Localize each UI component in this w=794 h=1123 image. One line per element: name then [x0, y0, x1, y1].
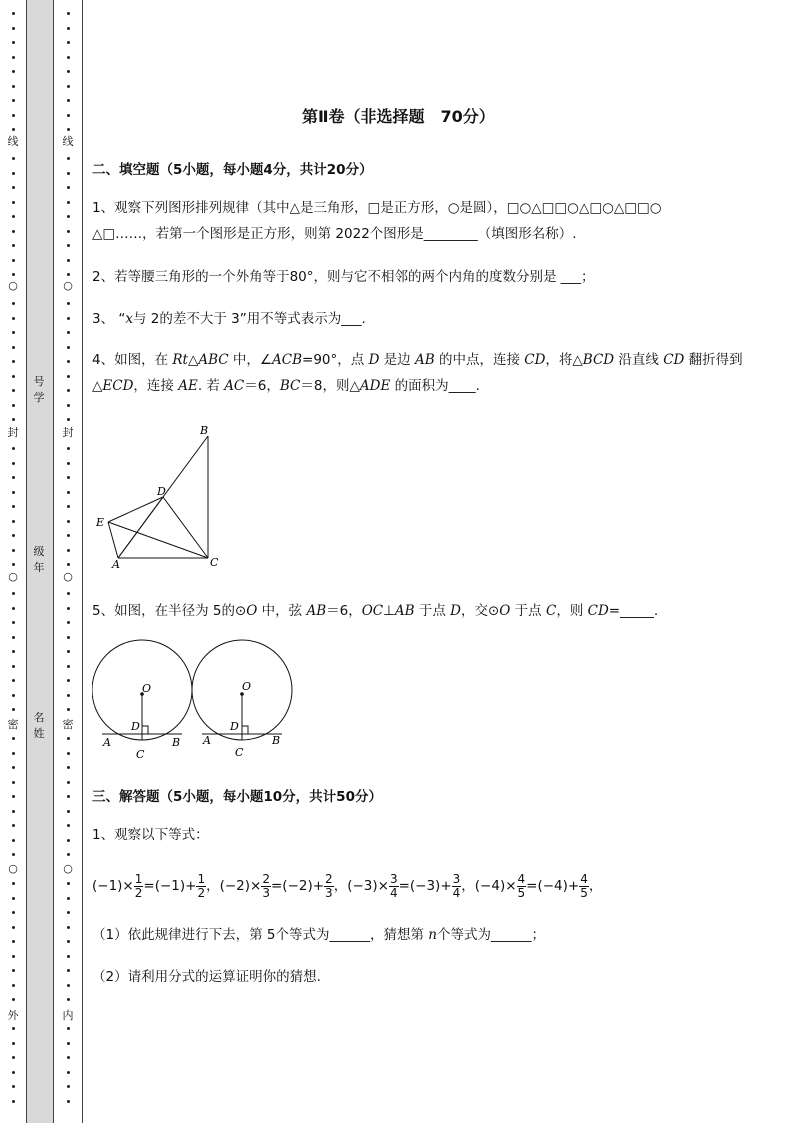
binding-dot [12, 128, 15, 131]
point-a-label: A [103, 736, 111, 749]
binding-dot [12, 56, 15, 59]
label-char: 号 [33, 375, 45, 388]
binding-dot [67, 85, 70, 88]
v: AE [178, 378, 198, 394]
t: △ [92, 378, 103, 394]
v: D [368, 352, 380, 368]
binding-char: 线 [62, 135, 74, 148]
numerator: 4 [580, 871, 588, 886]
binding-char: ○ [8, 279, 18, 292]
binding-dot [67, 636, 70, 639]
outer-binding-line [0, 0, 26, 1123]
equation [474, 871, 603, 900]
binding-dot [67, 70, 70, 73]
numerator: 2 [262, 871, 270, 886]
t: =90°，点 [302, 352, 369, 368]
binding-dot [67, 99, 70, 102]
binding-dot [12, 41, 15, 44]
binding-dot [67, 360, 70, 363]
binding-dot [12, 911, 15, 914]
point-c-label: C [235, 746, 244, 759]
binding-dot [12, 897, 15, 900]
binding-dot [12, 317, 15, 320]
binding-dot [12, 592, 15, 595]
binding-dot [67, 1085, 70, 1088]
fraction [261, 873, 271, 900]
t: 4、如图，在 [92, 352, 173, 368]
question-line [92, 347, 752, 373]
v: OC [361, 603, 384, 619]
eq-lhs: (−3)× [347, 878, 389, 894]
binding-dot [67, 766, 70, 769]
binding-dot [12, 708, 15, 711]
question-line: 1、观察下列图形排列规律（其中△是三角形，□是正方形，○是圆），□○△□□○△□○△□□○ [92, 200, 662, 216]
question-3-1-sub1 [92, 922, 752, 948]
binding-dot [67, 157, 70, 160]
t: 沿直线 [614, 352, 664, 368]
binding-dot [67, 1056, 70, 1059]
binding-dot [67, 752, 70, 755]
point-d-label: D [157, 485, 166, 498]
v: AC [224, 378, 245, 394]
point-b-label: B [200, 424, 209, 437]
circles-figure [92, 638, 302, 763]
binding-dot [12, 810, 15, 813]
v: BC [279, 378, 301, 394]
binding-dot [67, 955, 70, 958]
binding-dot [67, 215, 70, 218]
binding-char: 内 [62, 1009, 74, 1022]
binding-dot [67, 708, 70, 711]
t: . 若 [197, 378, 225, 394]
binding-dot [12, 230, 15, 233]
binding-dot [67, 128, 70, 131]
v: ADE [359, 378, 391, 394]
binding-dot [12, 520, 15, 523]
eq-rhs: =(−3)+ [398, 878, 452, 894]
binding-dot [12, 679, 15, 682]
binding-dot [12, 752, 15, 755]
binding-char: ○ [63, 570, 73, 583]
binding-dot [67, 592, 70, 595]
v: AB [306, 603, 327, 619]
t: 的中点，连接 [434, 352, 525, 368]
binding-dot [12, 955, 15, 958]
binding-dot [67, 331, 70, 334]
binding-dot [12, 795, 15, 798]
eq-rhs: =(−4)+ [526, 878, 580, 894]
question-line: △□……，若第一个图形是正方形，则第 2022个图形是________（填图形名称）. [92, 226, 577, 242]
binding-dot [67, 302, 70, 305]
binding-dot [12, 882, 15, 885]
v: CD [663, 352, 685, 368]
binding-dot [12, 984, 15, 987]
separator: ， [588, 878, 603, 894]
binding-dot [67, 259, 70, 262]
point-c-label: C [210, 556, 219, 569]
binding-dot [12, 346, 15, 349]
t: ，连接 [133, 378, 179, 394]
question-2-3 [92, 306, 752, 332]
binding-dot [67, 462, 70, 465]
binding-dot [67, 781, 70, 784]
binding-dot [67, 201, 70, 204]
question-3-1-intro: 1、观察以下等式： [92, 827, 209, 843]
v: O [246, 603, 258, 619]
t: 于点 [510, 603, 546, 619]
binding-dot [67, 795, 70, 798]
denominator: 5 [517, 885, 526, 900]
binding-char: 密 [62, 718, 74, 731]
binding-dot [67, 810, 70, 813]
label-char: 级 [33, 545, 45, 558]
t: 是边 [379, 352, 415, 368]
binding-char: 封 [62, 426, 74, 439]
equation [347, 871, 475, 900]
binding-margin [0, 0, 82, 1123]
t: ＝6， [326, 603, 362, 619]
binding-dot [67, 520, 70, 523]
binding-dot [12, 302, 15, 305]
label-char: 年 [33, 561, 45, 574]
fill-in-heading: 二、填空题（5小题，每小题4分，共计20分） [92, 162, 373, 178]
binding-dot [67, 882, 70, 885]
binding-char: 线 [7, 135, 19, 148]
question-2-1 [92, 195, 752, 247]
fraction [389, 873, 399, 900]
t: 中，弦 [257, 603, 307, 619]
denominator: 2 [134, 885, 143, 900]
point-d-label: D [230, 720, 239, 733]
binding-dot [12, 534, 15, 537]
binding-dot [12, 244, 15, 247]
binding-dot [12, 694, 15, 697]
t: ⊥ [383, 603, 395, 619]
binding-dot [67, 1042, 70, 1045]
t: ，将△ [545, 352, 583, 368]
v: BCD [582, 352, 615, 368]
fraction [517, 873, 527, 900]
binding-dot [12, 360, 15, 363]
v: Rt△ABC [172, 352, 229, 368]
point-a-label: A [112, 558, 120, 571]
numerator: 3 [452, 871, 461, 886]
binding-dot [12, 1042, 15, 1045]
binding-dot [12, 157, 15, 160]
binding-dot [12, 839, 15, 842]
numerator: 2 [325, 871, 333, 886]
separator: ， [333, 878, 348, 894]
binding-dot [12, 824, 15, 827]
binding-char: 封 [7, 426, 19, 439]
t: 中，∠ [228, 352, 273, 368]
label-char: 姓 [33, 727, 45, 740]
binding-dot [12, 853, 15, 856]
equation [219, 871, 348, 900]
binding-dot [67, 491, 70, 494]
binding-dot [67, 186, 70, 189]
answer-heading: 三、解答题（5小题，每小题10分，共计50分） [92, 789, 382, 805]
binding-dot [67, 737, 70, 740]
binding-dot [12, 476, 15, 479]
separator: ， [461, 878, 475, 894]
binding-dot [67, 41, 70, 44]
denominator: 3 [325, 885, 333, 900]
center-o-label: O [242, 680, 252, 693]
binding-dot [12, 665, 15, 668]
inner-binding-line [54, 0, 83, 1123]
binding-dot [67, 114, 70, 117]
binding-dot [67, 1071, 70, 1074]
v: AB [394, 603, 415, 619]
fraction [324, 873, 334, 900]
separator: ， [206, 878, 220, 894]
t: 个等式为______； [436, 927, 545, 943]
t: 5、如图，在半径为 5的⊙ [92, 603, 247, 619]
binding-dot [12, 1100, 15, 1103]
binding-dot [12, 1071, 15, 1074]
text: 与 2的差不大于 3”用不等式表示为___. [133, 311, 366, 327]
binding-dot [67, 12, 70, 15]
v: C [545, 603, 557, 619]
label-char: 学 [33, 391, 45, 404]
binding-dot [12, 389, 15, 392]
grade-label [30, 544, 48, 576]
question-2-4 [92, 347, 752, 399]
point-e-label: E [96, 516, 105, 529]
binding-dot [12, 1085, 15, 1088]
fraction [579, 873, 589, 900]
v: AB [414, 352, 435, 368]
binding-dot [67, 375, 70, 378]
point-a-label: A [203, 734, 211, 747]
t: ＝6， [244, 378, 280, 394]
fraction [196, 873, 206, 900]
binding-dot [12, 27, 15, 30]
equation [92, 871, 220, 900]
binding-dot [12, 259, 15, 262]
binding-dot [12, 650, 15, 653]
point-b-label: B [172, 736, 181, 749]
binding-dot [67, 563, 70, 566]
binding-dot [12, 186, 15, 189]
text: 3、 “ [92, 311, 126, 327]
fraction [134, 873, 144, 900]
binding-char: 密 [7, 718, 19, 731]
binding-dot [67, 230, 70, 233]
point-b-label: B [272, 734, 281, 747]
question-line [92, 373, 752, 399]
question-3-1-sub2: （2）请利用分式的运算证明你的猜想. [92, 969, 321, 985]
binding-dot [67, 984, 70, 987]
fraction [452, 873, 462, 900]
binding-dot [67, 1027, 70, 1030]
v: ECD [102, 378, 134, 394]
t: 翻折得到 [684, 352, 743, 368]
eq-lhs: (−2)× [219, 878, 262, 894]
binding-dot [12, 969, 15, 972]
binding-dot [12, 12, 15, 15]
binding-dot [12, 85, 15, 88]
binding-dot [67, 346, 70, 349]
binding-dot [12, 404, 15, 407]
v: ACB [272, 352, 303, 368]
binding-dot [12, 926, 15, 929]
binding-char: ○ [8, 862, 18, 875]
binding-dot [67, 534, 70, 537]
binding-dot [67, 897, 70, 900]
v: CD [524, 352, 546, 368]
binding-dot [12, 99, 15, 102]
binding-dot [12, 781, 15, 784]
question-2-5 [92, 598, 752, 624]
binding-dot [67, 476, 70, 479]
binding-dot [12, 563, 15, 566]
denominator: 5 [580, 885, 588, 900]
v: n [428, 927, 437, 943]
binding-dot [12, 375, 15, 378]
numerator: 3 [389, 871, 398, 886]
binding-dot [67, 549, 70, 552]
binding-dot [67, 621, 70, 624]
point-d-label: D [131, 720, 140, 733]
v: D [450, 603, 461, 619]
binding-dot [12, 201, 15, 204]
binding-dot [12, 462, 15, 465]
v: CD [587, 603, 609, 619]
binding-dot [67, 273, 70, 276]
binding-dot [12, 114, 15, 117]
binding-dot [12, 998, 15, 1001]
binding-dot [67, 418, 70, 421]
center-o-label: O [142, 682, 152, 695]
binding-dot [12, 70, 15, 73]
var: x [125, 311, 133, 327]
binding-dot [12, 491, 15, 494]
eq-rhs: =(−1)+ [143, 878, 197, 894]
binding-dot [67, 389, 70, 392]
binding-dot [67, 317, 70, 320]
numerator: 1 [134, 871, 143, 886]
t: （1）依此规律进行下去，第 5个等式为______，猜想第 [92, 927, 429, 943]
binding-dot [12, 636, 15, 639]
t: 的面积为____. [390, 378, 480, 394]
binding-char: 外 [7, 1009, 19, 1022]
binding-dot [12, 172, 15, 175]
binding-dot [67, 607, 70, 610]
binding-dot [12, 215, 15, 218]
binding-dot [67, 665, 70, 668]
binding-dot [67, 679, 70, 682]
binding-char: ○ [8, 570, 18, 583]
binding-char: ○ [63, 279, 73, 292]
binding-dot [67, 505, 70, 508]
binding-dot [12, 549, 15, 552]
binding-dot [67, 839, 70, 842]
student-id-label [30, 374, 48, 406]
binding-dot [67, 926, 70, 929]
binding-dot [67, 56, 70, 59]
eq-rhs: =(−2)+ [270, 878, 325, 894]
binding-dot [12, 331, 15, 334]
binding-dot [12, 447, 15, 450]
equation-row [92, 866, 752, 906]
binding-dot [67, 1100, 70, 1103]
part-title: 第Ⅱ卷（非选择题 70分） [302, 107, 495, 126]
triangle-figure [92, 420, 232, 580]
binding-dot [67, 853, 70, 856]
binding-dot [12, 505, 15, 508]
binding-dot [67, 824, 70, 827]
binding-dot [12, 418, 15, 421]
binding-dot [67, 650, 70, 653]
t: =_____. [608, 603, 659, 619]
binding-dot [12, 940, 15, 943]
t: ，交⊙ [460, 603, 500, 619]
binding-dot [67, 911, 70, 914]
denominator: 3 [262, 885, 270, 900]
binding-dot [12, 1056, 15, 1059]
label-char: 名 [33, 711, 45, 724]
binding-dot [67, 447, 70, 450]
binding-dot [67, 172, 70, 175]
binding-dot [12, 766, 15, 769]
binding-dot [67, 998, 70, 1001]
binding-dot [67, 404, 70, 407]
question-2-2: 2、若等腰三角形的一个外角等于80°，则与它不相邻的两个内角的度数分别是 ___； [92, 269, 595, 285]
binding-dot [12, 621, 15, 624]
t: ＝8，则△ [300, 378, 360, 394]
point-c-label: C [136, 748, 145, 761]
denominator: 4 [389, 885, 398, 900]
binding-dot [67, 27, 70, 30]
denominator: 2 [197, 885, 206, 900]
numerator: 4 [517, 871, 526, 886]
denominator: 4 [452, 885, 461, 900]
numerator: 1 [197, 871, 206, 886]
binding-dot [67, 940, 70, 943]
eq-lhs: (−4)× [474, 878, 517, 894]
binding-dot [67, 694, 70, 697]
binding-dot [67, 969, 70, 972]
t: ，则 [556, 603, 588, 619]
binding-dot [12, 607, 15, 610]
binding-char: ○ [63, 862, 73, 875]
binding-dot [12, 1027, 15, 1030]
binding-dot [12, 273, 15, 276]
v: O [499, 603, 511, 619]
binding-dot [67, 244, 70, 247]
name-label [30, 710, 48, 742]
binding-dot [12, 737, 15, 740]
t: 于点 [414, 603, 451, 619]
eq-lhs: (−1)× [92, 878, 134, 894]
